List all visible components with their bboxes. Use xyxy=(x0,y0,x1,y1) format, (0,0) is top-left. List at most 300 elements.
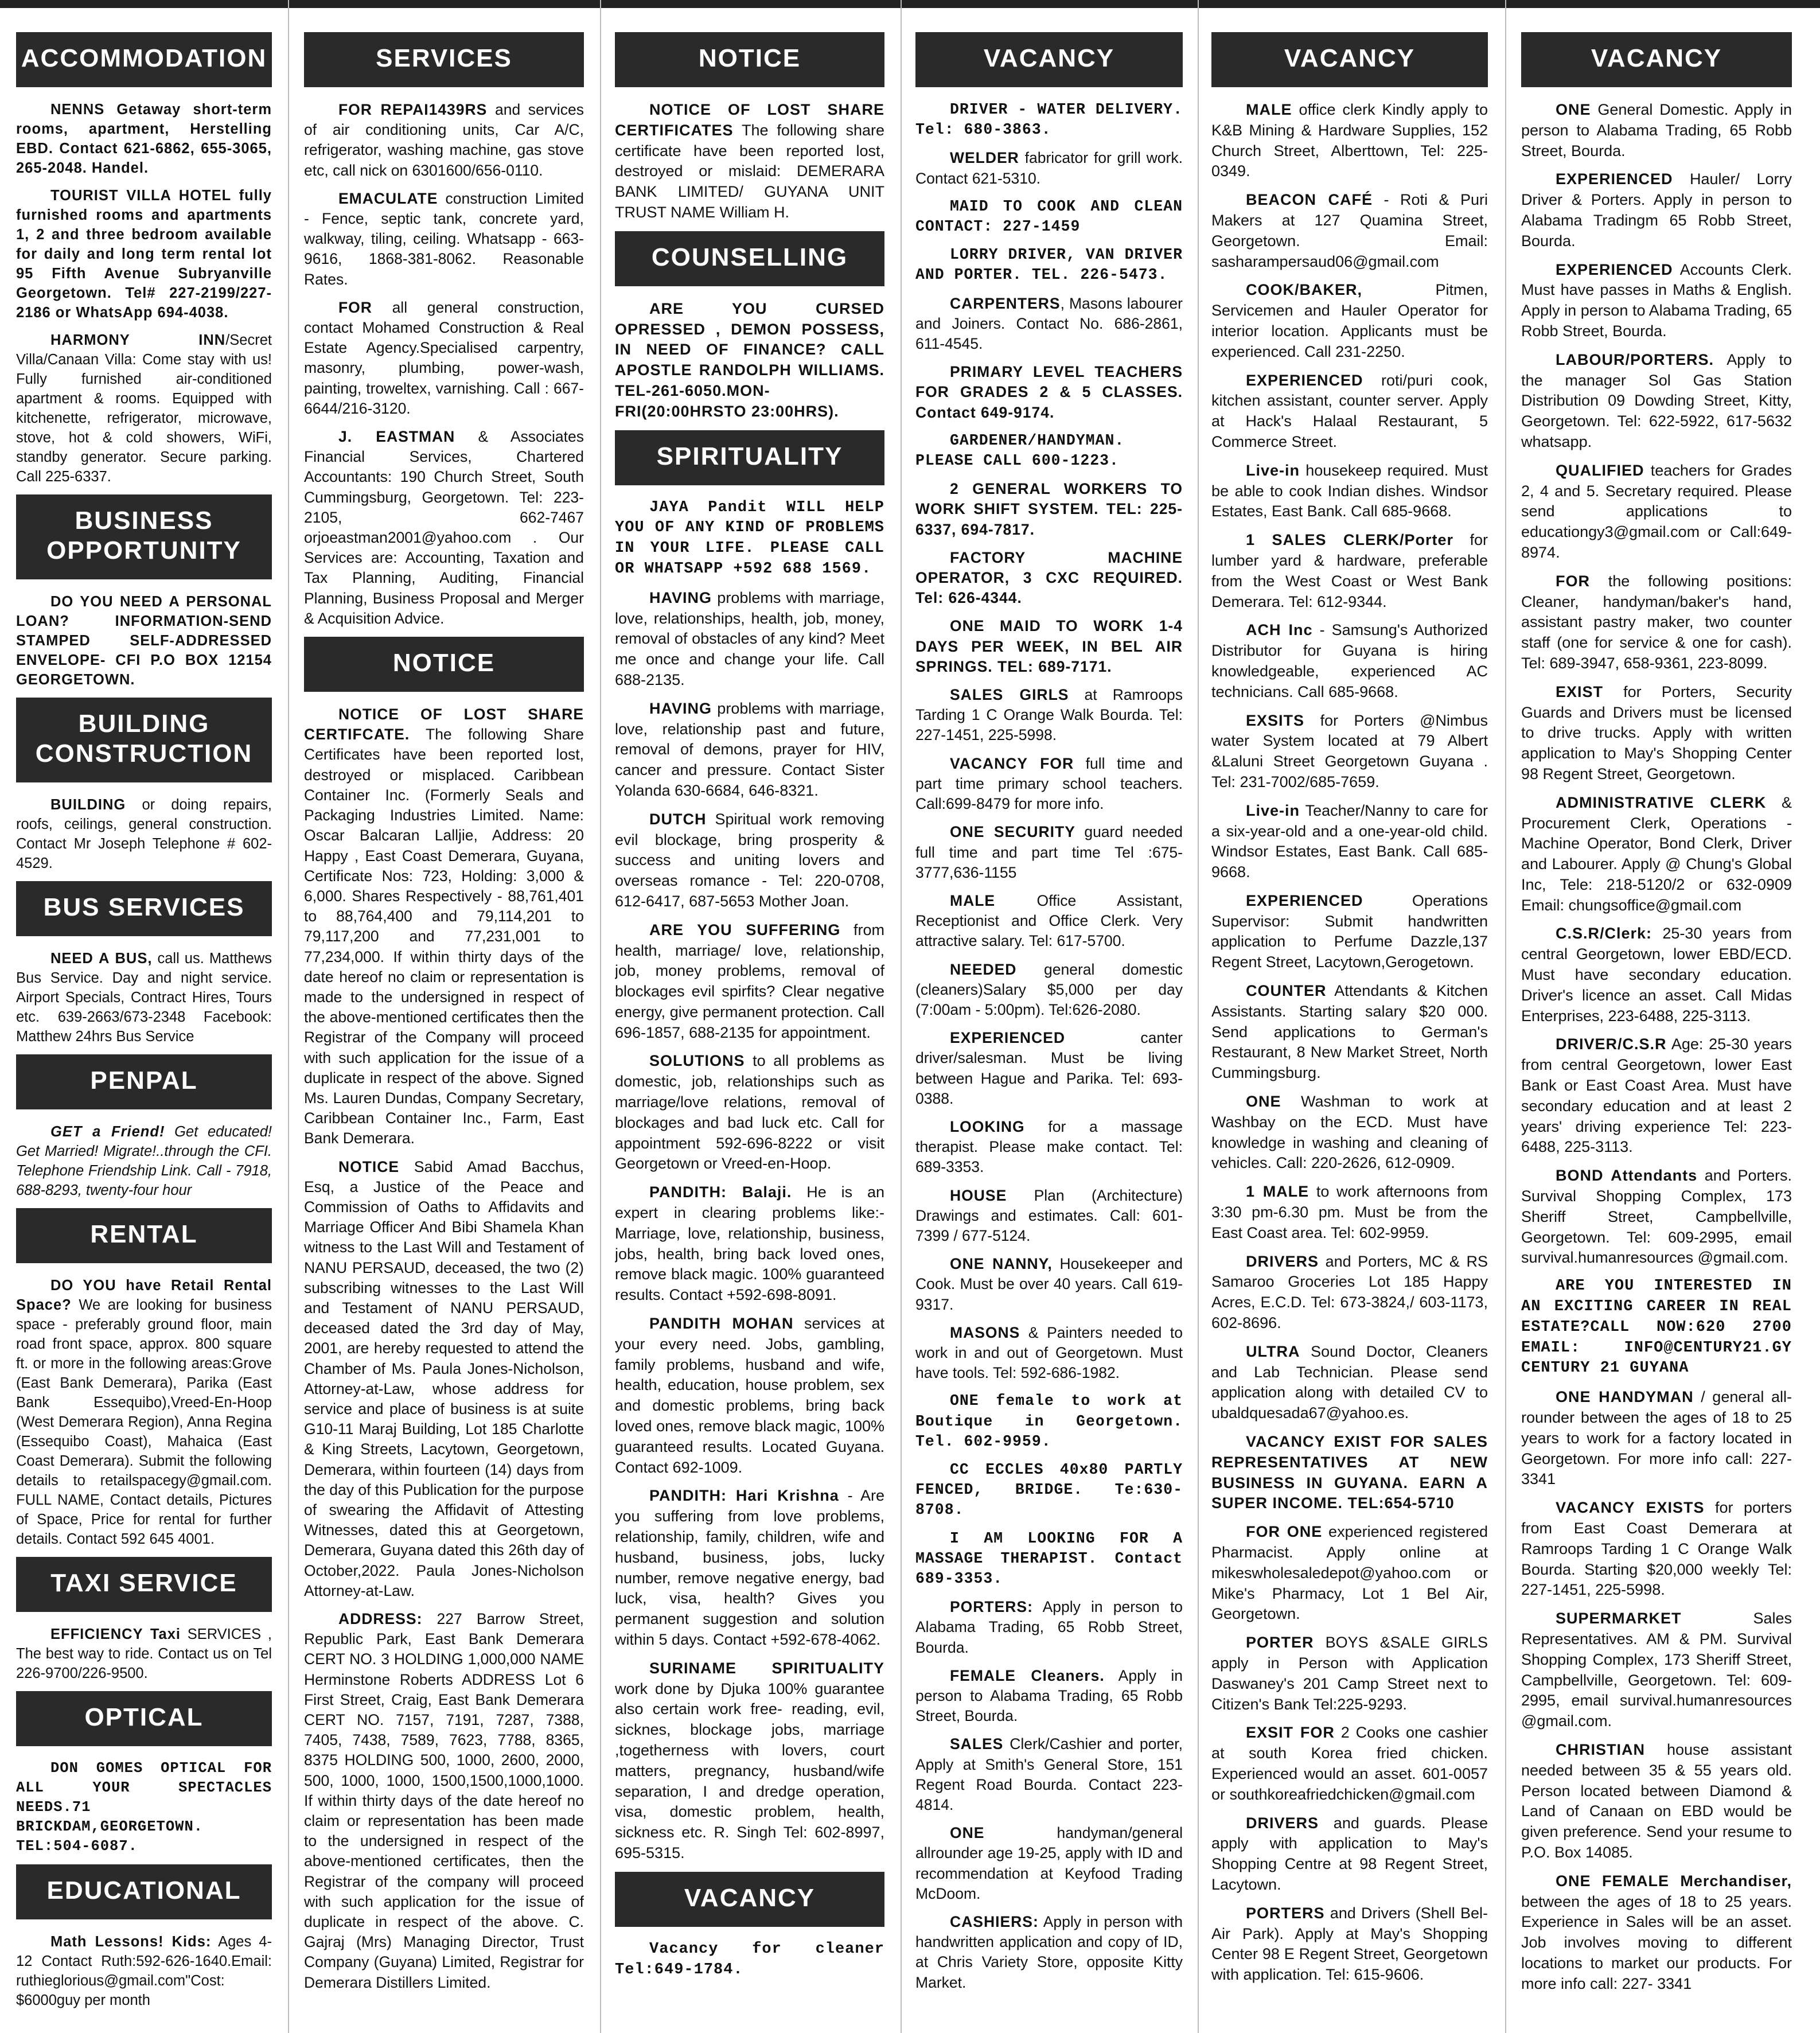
ad-lead: C.S.R/Clerk: xyxy=(1556,925,1653,942)
ad-lead: BOND Attendants xyxy=(1556,1167,1698,1185)
ad-body: to all problems as domestic, job, relationships such as marriage/love relations, removal of blockages and bad luck etc. Call for appointment 592-696-8222 or visit Georgetown or Vreed-en-Hoop. xyxy=(615,1052,884,1173)
classified-ad xyxy=(1521,1609,1792,1732)
ad-body: for Porters, Security Guards and Drivers must be licensed to drive trucks. Apply with written application to May's Shopping Center 98 Regent Street, Georgetown. xyxy=(1521,683,1792,782)
ad-body: Housekeeper and Cook. Must be over 40 years. Call 619-9317. xyxy=(915,1255,1183,1313)
classified-ad xyxy=(615,1051,884,1174)
ad-lead: ONE xyxy=(1556,101,1591,118)
ad-lead: GARDENER/HANDYMAN. PLEASE CALL 600-1223. xyxy=(915,431,1125,470)
ad-lead: JAYA Pandit WILL HELP YOU OF ANY KIND OF PROBLEMS IN YOUR LIFE. PLEASE CALL OR WHATSAPP +592 688 1569. xyxy=(615,498,884,578)
ad-body: Apply to the manager Sol Gas Station Distribution 09 Dowding Street, Kitty, Georgetown. Tel: 622-5922, 617-5632 whatsapp. xyxy=(1521,350,1792,450)
ad-lead: 1 MALE xyxy=(1246,1183,1310,1201)
classified-ad xyxy=(1211,801,1488,883)
classified-ad xyxy=(1211,1813,1488,1895)
ad-lead: CARPENTERS xyxy=(950,294,1061,312)
ad-body: We are looking for business space - preferably ground floor, main road front space, approx. 800 square ft. or more in the following areas:Grove (East Bank Demerara), Parika (East Bank Essequibo),Vreed-En-Hoop (West Demerara Region), Anna Regina (Essequibo Coast), Mahaica (East Coast Demerara). Submit the following details to retailspacegy@gmail.com. FULL NAME, Contact details, Pictures of Space, Price for rental for further details. Contact 592 645 4001. xyxy=(16,1297,272,1547)
classified-ad xyxy=(304,1609,584,1993)
ad-lead: NEED A BUS, xyxy=(50,951,153,967)
classified-ad xyxy=(1521,1498,1792,1600)
ad-lead: ARE YOU INTERESTED IN AN EXCITING CAREER IN REAL ESTATE?CALL NOW:620 2700 EMAIL: INFO@CENTURY21.GY CENTURY 21 GUYANA xyxy=(1521,1278,1792,1377)
ad-lead: FEMALE Cleaners. xyxy=(950,1666,1105,1684)
classified-ad xyxy=(915,1117,1183,1178)
ad-body: Apply in person to Alabama Trading, 65 Robb Street, Bourda. xyxy=(915,1666,1183,1725)
classified-ad xyxy=(1211,530,1488,612)
classified-ad xyxy=(1211,981,1488,1084)
ad-lead: FACTORY MACHINE OPERATOR, 3 CXC REQUIRED. Tel: 626-4344. xyxy=(915,548,1183,607)
classified-ad xyxy=(915,685,1183,746)
classified-ad xyxy=(1521,1387,1792,1490)
classified-ad xyxy=(915,100,1183,140)
classified-ad xyxy=(1211,1522,1488,1625)
ad-body: & Associates Financial Services, Chartered Accountants: 190 Church Street, South Cummingsburg, Georgetown. Tel: 223-2105, 662-7467 orjoeastman2001@yahoo.com . Our Services are: Accounting, Taxation and Tax Planning, Auditing, Financial Planning, Business Proposal and Merger & Acquisition Advice. xyxy=(304,428,584,627)
ad-lead: EXSIT FOR xyxy=(1246,1724,1335,1742)
classified-ad xyxy=(304,704,584,1148)
ad-lead: SOLUTIONS xyxy=(649,1052,745,1070)
ad-body: housekeep required. Must be able to cook Indian dishes. Windsor Estates, East Bank. Call 685-9668. xyxy=(1211,461,1488,520)
classified-ad xyxy=(304,298,584,419)
classified-ad xyxy=(1211,1092,1488,1174)
column-divider xyxy=(600,0,601,2033)
column-2 xyxy=(304,25,584,2022)
ad-body: Get educated! Get Married! Migrate!..through the CFI. Telephone Friendship Link. Call - 7918, 688-8293, twenty-four hour xyxy=(16,1124,272,1198)
ad-body: Attendants & Kitchen Assistants. Starting salary $20 000. Send applications to German's Restaurant, 8 New Market Street, North Cummingsburg. xyxy=(1211,982,1488,1082)
classified-ad xyxy=(16,1932,272,2010)
ad-lead: EFFICIENCY Taxi xyxy=(50,1626,181,1642)
column-6 xyxy=(1521,25,1792,2022)
ad-lead: PORTERS: xyxy=(950,1598,1033,1616)
ad-body: Sound Doctor, Cleaners and Lab Technician. Please send application along with detailed CV to ubaldquesada67@yahoo.es. xyxy=(1211,1342,1488,1422)
ad-lead: ONE xyxy=(1246,1093,1281,1111)
section-header: VACANCY xyxy=(1211,32,1488,87)
ad-body: 227 Barrow Street, Republic Park, East Bank Demerara CERT NO. 3 HOLDING 1,000,000 NAME Herminstone Roberts ADDRESS Lot 6 First Street, Craig, East Bank Demerara CERT NO. 7157, 7191, 7287, 7388, 7405, 7438, 7589, 7623, 7788, 8365, 8375 HOLDING 500, 1000, 2600, 2000, 500, 1000, 1000, 1500,1500,1000,1000. If within thirty days of the date hereof no claim or representation has been made to the undersigned in respect of the above-mentioned certificates, then the Registrar of the company will proceed with such application for the issue of duplicate in respect of the above. C. Gajraj (Mrs) Managing Director, Trust Company (Guyana) Limited, Registrar for Demerara Distillers Limited. xyxy=(304,1610,584,1991)
ad-lead: ONE FEMALE Merchandiser, xyxy=(1556,1872,1792,1890)
column-divider xyxy=(1505,0,1506,2033)
classified-ad xyxy=(304,427,584,629)
classified-ad xyxy=(915,1666,1183,1727)
ad-lead: VACANCY EXIST FOR SALES REPRESENTATIVES AT NEW BUSINESS IN GUYANA. EARN A SUPER INCOME. TEL:654-5710 xyxy=(1211,1433,1488,1512)
ad-lead: EXPERIENCED xyxy=(950,1029,1065,1047)
classified-ad xyxy=(304,189,584,290)
section-header: NOTICE xyxy=(615,32,884,87)
classified-ad xyxy=(1211,620,1488,702)
ad-lead: SALES GIRLS xyxy=(950,686,1069,704)
ad-body: & Painters needed to work in and out of Georgetown. Must have tools. Tel: 592-686-1982. xyxy=(915,1323,1183,1382)
top-border xyxy=(0,0,1820,8)
classified-ad xyxy=(615,299,884,422)
ad-body: problems with marriage, love, relationships, health, job, money, removal of obstacles of any kind? Meet me once and change your life. Call 688-2135. xyxy=(615,589,884,688)
ad-lead: DRIVERS xyxy=(1246,1252,1319,1270)
ad-lead: ULTRA xyxy=(1246,1342,1300,1360)
classified-ad xyxy=(16,1276,272,1549)
column-divider xyxy=(288,0,289,2033)
classified-ad xyxy=(1211,280,1488,362)
ad-lead: GET a Friend! xyxy=(50,1124,165,1140)
ad-lead: ACH Inc xyxy=(1246,621,1313,639)
classified-ad xyxy=(915,1823,1183,1904)
column-divider xyxy=(1198,0,1199,2033)
ad-lead: PORTERS xyxy=(1246,1904,1325,1922)
ad-body: Apply in person to Alabama Trading, 65 Robb Street, Bourda. xyxy=(915,1598,1183,1656)
classified-ad xyxy=(1211,1182,1488,1243)
column-1 xyxy=(16,25,272,2022)
ad-body: and guards. Please apply with application to May's Shopping Centre at 98 Regent Street, Lacytown. xyxy=(1211,1814,1488,1893)
ad-body: or doing repairs, roofs, ceilings, general construction. Contact Mr Joseph Telephone # 602-4529. xyxy=(16,797,272,871)
column-5 xyxy=(1211,25,1488,2022)
classified-ad xyxy=(615,1486,884,1650)
ad-body: roti/puri cook, kitchen assistant, counter server. Apply at Hack's Halaal Restaurant, 5 Commerce Street. xyxy=(1211,371,1488,450)
classified-ad xyxy=(915,822,1183,883)
ad-body: SERVICES , The best way to ride. Contact us on Tel 226-9700/226-9500. xyxy=(16,1626,272,1681)
ad-body: experienced registered Pharmacist. Apply online at mikeswholesaledepot@yahoo.com or Mike's Pharmacy, Lot 1 Bel Air, Georgetown. xyxy=(1211,1523,1488,1623)
ad-lead: 2 GENERAL WORKERS TO WORK SHIFT SYSTEM. TEL: 225-6337, 694-7817. xyxy=(915,480,1183,538)
ad-lead: 1 SALES CLERK/Porter xyxy=(1246,531,1454,549)
ad-lead: MALE xyxy=(1246,101,1292,118)
ad-body: office clerk Kindly apply to K&B Mining & Hardware Supplies, 152 Church Street, Alberttown, Tel: 225-0349. xyxy=(1211,101,1488,180)
classified-ad xyxy=(615,498,884,580)
classified-ad xyxy=(915,1323,1183,1384)
ad-lead: COOK/BAKER, xyxy=(1246,281,1363,299)
ad-body: - Roti & Puri Makers at 127 Quamina Street, Georgetown. Email: sasharampersaud06@gmail.com xyxy=(1211,191,1488,270)
ad-body: house assistant needed between 35 & 55 years old. Person located between Diamond & Land of Canaan on EBD would be given preference. Send your resume to P.O. Box 14085. xyxy=(1521,1740,1792,1861)
ad-body: Sabid Amad Bacchus, Esq, a Justice of the Peace and Commission of Oaths to Affidavits and Marriage Officer And Bibi Shamela Khan witness to the Last Will and Testament of NANU PERSAUD, deceased, the two (2) subscribing witnesses to the Last Will and Testament of NANU PERSAUD, deceased dated the 3rd day of May, 2001, are hereby requested to attend the Chamber of Ms. Paula Jones-Nicholson, Attorney-at-Law, whose address for service and place of business is at suite G10-11 Maraj Building, Lot 185 Charlotte & King Streets, Lacytown, Georgetown, Demerara, within fourteen (14) days from the day of this Publication for the purpose of swearing the Affidavit of Attesting Witnesses, dated this at Georgetown, Demerara, Guyana dated this 26th day of October,2022. Paula Jones-Nicholson Attorney-at-Law. xyxy=(304,1158,584,1599)
ad-lead: COUNTER xyxy=(1246,982,1327,1000)
classified-ad xyxy=(1521,100,1792,161)
ad-lead: CASHIERS: xyxy=(950,1913,1039,1931)
section-header: ACCOMMODATION xyxy=(16,32,272,87)
ad-lead: PANDITH: Balaji. xyxy=(649,1183,792,1201)
ad-body: Hauler/ Lorry Driver & Porters. Apply in person to Alabama Tradingm 65 Robb Street, Bourda. xyxy=(1521,170,1792,250)
ad-lead: DRIVERS xyxy=(1246,1814,1319,1832)
classified-ad xyxy=(1211,711,1488,793)
section-header: NOTICE xyxy=(304,637,584,692)
classified-ad xyxy=(1521,350,1792,453)
classified-ad xyxy=(915,754,1183,815)
section-header: EDUCATIONAL xyxy=(16,1864,272,1919)
section-header: BUS SERVICES xyxy=(16,881,272,936)
ad-body: and Porters. Survival Shopping Complex, 173 Sheriff Street, Campbellville, Georgetown. Tel: 609-2995, email survival.humanresources @gmail.com. xyxy=(1521,1167,1792,1267)
section-header: TAXI SERVICE xyxy=(16,1557,272,1612)
section-header: PENPAL xyxy=(16,1054,272,1109)
classified-ad xyxy=(915,197,1183,237)
ad-lead: EXPERIENCED xyxy=(1556,260,1673,278)
classified-ad xyxy=(915,148,1183,188)
section-header: VACANCY xyxy=(915,32,1183,87)
classified-ad xyxy=(1521,1276,1792,1379)
ad-lead: QUALIFIED xyxy=(1556,461,1644,479)
ad-body: The following share certificate have been reported lost, destroyed or mislaid: DEMERARA BANK LIMITED/ GUYANA UNIT TRUST NAME William H. xyxy=(615,121,884,221)
ad-lead: EMACULATE xyxy=(338,189,438,207)
classified-ad xyxy=(16,330,272,486)
classified-ad xyxy=(16,795,272,873)
classified-ad xyxy=(615,920,884,1043)
ad-lead: Math Lessons! Kids: xyxy=(50,1934,212,1950)
classified-ad xyxy=(1211,1633,1488,1715)
ad-body: Operations Supervisor: Submit handwritten application to Perfume Dazzle,137 Regent Street, Lacytown,Gerogetown. xyxy=(1211,891,1488,971)
classified-ad xyxy=(1211,461,1488,522)
ad-lead: EXPERIENCED xyxy=(1246,891,1363,909)
classified-ad xyxy=(915,1529,1183,1590)
ad-lead: ONE SECURITY xyxy=(950,823,1075,841)
classified-ad xyxy=(1521,260,1792,342)
classified-ad xyxy=(1211,1342,1488,1424)
ad-body: Plan (Architecture) Drawings and estimates. Call: 601-7399 / 677-5124. xyxy=(915,1186,1183,1244)
ad-body: for porters from East Coast Demerara at Ramroops Tarding 1 C Orange Walk Bourda. Starting $20,000 weekly Tel: 227-1451, 225-5998. xyxy=(1521,1499,1792,1599)
ad-body: problems with marriage, love, relationship past and future, removal of demons, prayer for HIV, cancer and pressure. Contact Sister Yolanda 630-6684, 646-8321. xyxy=(615,699,884,799)
ad-lead: WELDER xyxy=(950,149,1019,167)
classified-ad xyxy=(1521,924,1792,1026)
ad-lead: ARE YOU SUFFERING xyxy=(649,921,841,938)
ad-lead: J. EASTMAN xyxy=(338,428,455,446)
ad-body: Sales Representatives. AM & PM. Survival Shopping Complex, 173 Sheriff Street, Campbellville, Georgetown. Tel: 609-2995, email survival.humanresources @gmail.com. xyxy=(1521,1610,1792,1730)
classified-ad xyxy=(915,431,1183,471)
ad-lead: FOR xyxy=(1556,572,1590,590)
ad-body: Teacher/Nanny to care for a six-year-old and a one-year-old child. Windsor Estates, East Bank. Call 685-9668. xyxy=(1211,801,1488,881)
classified-ad xyxy=(915,245,1183,285)
ad-lead: MAID TO COOK AND CLEAN CONTACT: 227-1459 xyxy=(915,197,1183,236)
ad-body: canter driver/salesman. Must be living between Hague and Parika. Tel: 693-0388. xyxy=(915,1029,1183,1107)
ad-lead: BEACON CAFÉ xyxy=(1246,191,1373,209)
ad-body: Washman to work at Washbay on the ECD. Must have knowledge in washing and cleaning of vehicles. Call: 220-2626, 612-0909. xyxy=(1211,1093,1488,1172)
ad-lead: ONE female to work at Boutique in Georgetown. Tel. 602-9959. xyxy=(915,1392,1183,1450)
ad-body: He is an expert in clearing problems like:- Marriage, love, relationship, business, jobs, health, bring back loved ones, remove black magic. 100% guaranteed results. Contact +592-698-8091. xyxy=(615,1183,884,1304)
ad-lead: ADMINISTRATIVE CLERK xyxy=(1556,793,1767,811)
ad-body: Office Assistant, Receptionist and Office Clerk. Very attractive salary. Tel: 617-5700. xyxy=(915,891,1183,950)
ad-lead: VACANCY FOR xyxy=(950,754,1074,772)
ad-lead: SUPERMARKET xyxy=(1556,1610,1682,1627)
classified-ad xyxy=(1521,1740,1792,1863)
ad-body: call us. Matthews Bus Service. Day and night service. Airport Specials, Contract Hires, Tours etc. 639-2663/673-2348 Facebook: Matthew 24hrs Bus Service xyxy=(16,951,272,1045)
classified-ad xyxy=(1521,793,1792,916)
section-header: VACANCY xyxy=(1521,32,1792,87)
ad-body: / general all-rounder between the ages of 18 to 25 years to work for a factory located in Georgetown. For more info call: 227- 3341 xyxy=(1521,1388,1792,1488)
classified-ad xyxy=(915,1186,1183,1247)
ad-body: Accounts Clerk. Must have passes in Maths & English. Apply in person to Alabama Trading, 65 Robb Street, Bourda. xyxy=(1521,260,1792,340)
classified-ad xyxy=(16,1625,272,1683)
ad-lead: NOTICE OF LOST SHARE CERTIFCATE. xyxy=(304,706,584,743)
classified-ad xyxy=(1521,169,1792,251)
classified-ad xyxy=(1521,1034,1792,1158)
ad-body: Pitmen, Servicemen and Hauler Operator for interior location. Applicants must be experienced. Call 231-2250. xyxy=(1211,281,1488,360)
classified-ad xyxy=(1211,190,1488,272)
ad-body: The following Share Certificates have been reported lost, destroyed or misplaced. Caribbean Container Inc. (Formerly Seals and Packaging Industries Limited. Name: Oscar Balcaran Lalljie, Address: 20 Happy , East Coast Demerara, Guyana, Certificate Nos: 723, Holding: 3,000 & 6,000. Shares Respectively - 88,761,401 to 88,764,400 and 79,114,201 to 79,117,200 and 77,231,001 to 77,234,000. If within thirty days of the date hereof no claim or representation is made to the undersigned in respect of the above-mentioned certificates then the Registrar of the Company will proceed with such application for the issue of a duplicate in respect of the above. Signed Ms. Lauren Dundas, Company Secretary, Caribbean Container Inc., Farm, East Bank Demerara. xyxy=(304,726,584,1147)
ad-body: construction Limited - Fence, septic tank, concrete yard, walkway, tiling, ceiling. Whatsapp - 663-9616, 1868-381-8062. Reasonable Rates. xyxy=(304,189,584,288)
ad-body: for lumber yard & hardware, preferable from the West Coast or West Bank Demerara. Tel: 612-9344. xyxy=(1211,531,1488,610)
ad-body: for Porters @Nimbus water System located at 79 Albert &Laluni Street Georgetown Guyana . Tel: 231-7002/685-7659. xyxy=(1211,711,1488,790)
ad-lead: EXPERIENCED xyxy=(1246,371,1363,389)
classified-ad xyxy=(1211,891,1488,973)
ad-lead: EXPERIENCED xyxy=(1556,170,1673,188)
ad-lead: ONE HANDYMAN xyxy=(1556,1388,1694,1406)
ad-lead: NOTICE xyxy=(338,1158,400,1175)
ad-lead: NOTICE OF LOST SHARE CERTIFICATES xyxy=(615,101,884,139)
classified-ad xyxy=(16,1122,272,1200)
classified-ad xyxy=(915,616,1183,677)
ad-body: Apply in person with handwritten application and copy of ID, at Chris Variety Store, opposite Kitty Market. xyxy=(915,1913,1183,1991)
classified-ad xyxy=(1211,1903,1488,1985)
section-header: SERVICES xyxy=(304,32,584,87)
classified-ad xyxy=(304,1157,584,1601)
ad-lead: BUILDING xyxy=(50,797,126,813)
ad-lead: DRIVER - WATER DELIVERY. Tel: 680-3863. xyxy=(915,101,1183,139)
ad-lead: FOR ONE xyxy=(1246,1523,1323,1541)
classified-ad xyxy=(615,809,884,912)
ad-lead: ADDRESS: xyxy=(338,1610,423,1628)
classified-ad xyxy=(915,362,1183,423)
classified-ad xyxy=(16,100,272,178)
classified-ad xyxy=(915,1912,1183,1993)
ad-lead: NEEDED xyxy=(950,960,1017,978)
ad-lead: HARMONY INN xyxy=(50,332,226,348)
ad-lead: ONE MAID TO WORK 1-4 DAYS PER WEEK, IN BEL AIR SPRINGS. TEL: 689-7171. xyxy=(915,617,1183,675)
ad-lead: LORRY DRIVER, VAN DRIVER AND PORTER. TEL. 226-5473. xyxy=(915,246,1183,284)
ad-lead: FOR xyxy=(338,298,372,316)
ad-body: the following positions: Cleaner, handyman/baker's hand, assistant pastry maker, two counter staff (one for service & one for cash). Tel: 689-3947, 658-9361, 223-8099. xyxy=(1521,572,1792,672)
ad-lead: DON GOMES OPTICAL FOR ALL YOUR SPECTACLES NEEDS.71 BRICKDAM,GEORGETOWN. TEL:504-6087. xyxy=(16,1760,272,1855)
ad-lead: PRIMARY LEVEL TEACHERS FOR GRADES 2 & 5 CLASSES. Contact 649-9174. xyxy=(915,363,1183,421)
classified-ad xyxy=(915,1028,1183,1109)
classified-ad xyxy=(615,588,884,691)
ad-lead: PANDITH: Hari Krishna xyxy=(649,1487,839,1505)
ad-body: and Porters, MC & RS Samaroo Groceries Lot 185 Happy Acres, E.C.D. Tel: 673-3824,/ 603-1173, 602-8696. xyxy=(1211,1252,1488,1332)
ad-lead: ONE xyxy=(950,1824,985,1842)
ad-body: from health, marriage/ love, relationship, job, money problems, removal of blockages evil spirfits? Clear negative energy, give permanent protection. Call 696-1857, 688-2135 for appointment. xyxy=(615,921,884,1041)
ad-lead: DO YOU have Retail Rental Space? xyxy=(16,1278,272,1313)
ad-lead: SURINAME SPIRITUALITY xyxy=(649,1659,884,1677)
ad-lead: FOR REPAI1439RS xyxy=(338,101,488,118)
classified-ad xyxy=(16,592,272,690)
ad-body: & Procurement Clerk, Operations - Machine Operator, Bond Clerk, Driver and Labourer. Apply @ Chung's Global Inc, Tele: 218-5120/2 or 632-0909 Email: chungsoffice@gmail.com xyxy=(1521,793,1792,914)
ad-lead: HAVING xyxy=(649,699,712,717)
classified-ad xyxy=(615,1658,884,1864)
ad-body: Clerk/Cashier and porter, Apply at Smith's General Store, 151 Regent Road Bourda. Contact 223-4814. xyxy=(915,1735,1183,1814)
ad-lead: LOOKING xyxy=(950,1117,1025,1135)
classified-ad xyxy=(1521,1166,1792,1268)
classified-ad xyxy=(615,699,884,801)
ad-body: - Samsung's Authorized Distributor for Guyana is hiring knowledgeable, experienced AC technicians. Call 685-9668. xyxy=(1211,621,1488,700)
ad-lead: ARE YOU CURSED OPRESSED , DEMON POSSESS, IN NEED OF FINANCE? CALL APOSTLE RANDOLPH WILLIAMS. TEL-261-6050.MON-FRI(20:00HRSTO 23:00HRS). xyxy=(615,299,884,420)
classified-ad xyxy=(915,294,1183,355)
column-divider xyxy=(901,0,902,2033)
ad-lead: HAVING xyxy=(649,589,712,606)
section-header: RENTAL xyxy=(16,1208,272,1263)
classified-ad xyxy=(1211,100,1488,182)
ad-lead: CHRISTIAN xyxy=(1556,1740,1645,1758)
classified-ad xyxy=(915,479,1183,540)
ad-lead: MALE xyxy=(950,891,996,909)
ad-body: and Drivers (Shell Bel-Air Park). Apply at May's Shopping Center 98 E Regent Street, Georgetown with application. Tel: 615-9606. xyxy=(1211,1904,1488,1984)
ad-body: at Ramroops Tarding 1 C Orange Walk Bourda. Tel: 227-1451, 225-5998. xyxy=(915,686,1183,744)
ad-body: guard needed full time and part time Tel :675-3777,636-1155 xyxy=(915,823,1183,881)
column-4 xyxy=(915,25,1183,2022)
classified-ad xyxy=(304,100,584,181)
ad-lead: EXSITS xyxy=(1246,711,1305,729)
section-header: BUILDING CONSTRUCTION xyxy=(16,698,272,782)
ad-lead: SALES xyxy=(950,1735,1004,1753)
ad-body: /Secret Villa/Canaan Villa: Come stay with us! Fully furnished air-conditioned apartment & rooms. Equipped with kitchenette, refrigerator, microwave, stove, hot & cold showers, WiFi, standby generator. Secure parking. Call 225-6337. xyxy=(16,332,272,485)
ad-body: services at your every need. Jobs, gambling, family problems, husband and wife, health, education, house problem, sex and domestic problems, bring back loved ones, remove black magic, 100% guaranteed results. Located Guyana. Contact 692-1009. xyxy=(615,1315,884,1476)
ad-body: and services of air conditioning units, Car A/C, refrigerator, washing machine, gas stove etc, call nick on 6301600/656-0110. xyxy=(304,101,584,179)
classified-ad xyxy=(615,1314,884,1478)
ad-body: all general construction, contact Mohamed Construction & Real Estate Agency.Specialised carpentry, masonry, plumbing, power-wash, painting, troweltex, varnishing. Call : 667-6644/216-3120. xyxy=(304,298,584,417)
ad-lead: DRIVER/C.S.R xyxy=(1556,1035,1667,1053)
classified-ad xyxy=(615,1939,884,1981)
column-3 xyxy=(615,25,884,2022)
ad-lead: DUTCH xyxy=(649,810,707,828)
ad-body: teachers for Grades 2, 4 and 5. Secretary required. Please send applications to educationgy3@gmail.com or Call:649-8974. xyxy=(1521,461,1792,561)
section-header: VACANCY xyxy=(615,1872,884,1927)
classified-ad xyxy=(1521,1871,1792,1995)
ad-body: BOYS &SALE GIRLS apply in Person with Application Daswaney's 201 Camp Street next to Citizen's Bank Tel:225-9293. xyxy=(1211,1634,1488,1713)
classified-ad xyxy=(1521,461,1792,563)
section-header: SPIRITUALITY xyxy=(615,430,884,485)
classified-ad xyxy=(915,891,1183,952)
ad-body: - Are you suffering from love problems, relationship, family, children, wife and husband, business, jobs, lucky number, remove negative energy, bad luck, visa, health? Gives you permanent suggestion and solution within 5 days. Contact +592-678-4062. xyxy=(615,1487,884,1648)
ad-lead: PANDITH MOHAN xyxy=(649,1315,794,1333)
classified-ad xyxy=(915,1597,1183,1658)
ad-body: 25-30 years from central Georgetown, lower EBD/ECD. Must have secondary education. Driver's licence an asset. Call Midas Enterprises, 223-6488, 225-3113. xyxy=(1521,925,1792,1025)
ad-body: fabricator for grill work. Contact 621-5310. xyxy=(915,149,1183,187)
ad-lead: Vacancy for cleaner Tel:649-1784. xyxy=(615,1940,884,1979)
ad-body: , Masons labourer and Joiners. Contact No. 686-2861, 611-4545. xyxy=(915,294,1183,353)
ad-lead: ONE NANNY, xyxy=(950,1255,1053,1273)
ad-body: to work afternoons from 3:30 pm-6.30 pm. Must be from the East Coast area. Tel: 602-9959. xyxy=(1211,1183,1488,1241)
ad-body: Spiritual work removing evil blockage, bring prosperity & success and uniting lovers and overseas romance - Tel: 220-0708, 612-6417, 687-5653 Mother Joan. xyxy=(615,810,884,910)
ad-body: for a massage therapist. Please make contact. Tel: 689-3353. xyxy=(915,1117,1183,1176)
ad-lead: TOURIST VILLA HOTEL fully furnished rooms and apartments 1, 2 and three bedroom available for daily and long term rental lot 95 Fifth Avenue Subryanville Georgetown. Tel# 227-2199/227-2186 or WhatsApp 694-4038. xyxy=(16,188,272,321)
classified-ad xyxy=(1211,1252,1488,1334)
ad-lead: PORTER xyxy=(1246,1634,1314,1652)
classified-ad xyxy=(16,1759,272,1856)
classified-ad xyxy=(915,1391,1183,1452)
ad-body: handyman/general allrounder age 19-25, apply with ID and recommendation at Keyfood Trading McDoom. xyxy=(915,1824,1183,1902)
ad-lead: VACANCY EXISTS xyxy=(1556,1499,1705,1517)
classified-ad xyxy=(615,1182,884,1306)
classified-ad xyxy=(1211,1432,1488,1514)
classified-ad xyxy=(915,548,1183,609)
ad-body: General Domestic. Apply in person to Alabama Trading, 65 Robb Street, Bourda. xyxy=(1521,101,1792,159)
ad-body: work done by Djuka 100% guarantee also certain work free- reading, evil, sicknes, blockage jobs, marriage ,togetherness with lovers, court matters, pregnancy, husband/wife separation, I and dredge operation, visa, domestic problem, health, sickness etc. R. Singh Tel: 602-8997, 695-5315. xyxy=(615,1680,884,1861)
ad-body: 2 Cooks one cashier at south Korea fried chicken. Experienced would an asset. 601-0057 or southkoreafriedchicken@gmail.com xyxy=(1211,1724,1488,1803)
ad-lead: CC ECCLES 40x80 PARTLY FENCED, BRIDGE. Te:630-8708. xyxy=(915,1461,1183,1519)
classified-ad xyxy=(915,1734,1183,1815)
classified-ad xyxy=(1211,371,1488,453)
classified-ad xyxy=(1211,1723,1488,1805)
section-header: OPTICAL xyxy=(16,1691,272,1746)
ad-body: full time and part time primary school teachers. Call:699-8479 for more info. xyxy=(915,754,1183,813)
ad-body: Age: 25-30 years from central Georgetown, lower East Bank or East Coast Area. Must have secondary education and at least 2 years' driving experience Tel: 223-6488, 225-3113. xyxy=(1521,1035,1792,1156)
ad-lead: Live-in xyxy=(1246,801,1300,819)
section-header: COUNSELLING xyxy=(615,231,884,286)
ad-lead: HOUSE xyxy=(950,1186,1007,1204)
classified-ad xyxy=(1521,571,1792,674)
classified-ad xyxy=(915,960,1183,1021)
ad-lead: EXIST xyxy=(1556,683,1604,700)
ad-body: general domestic (cleaners)Salary $5,000 per day (7:00am - 5:00pm). Tel:626-2080. xyxy=(915,960,1183,1018)
section-header: BUSINESS OPPORTUNITY xyxy=(16,494,272,579)
ad-lead: MASONS xyxy=(950,1323,1020,1341)
ad-lead: DO YOU NEED A PERSONAL LOAN? INFORMATION-SEND STAMPED SELF-ADDRESSED ENVELOPE- CFI P.O BOX 12154 GEORGETOWN. xyxy=(16,594,272,688)
classified-ad xyxy=(615,100,884,223)
ad-body: Ages 4-12 Contact Ruth:592-626-1640.Email: ruthieglorious@gmail.com"Cost: $6000guy per month xyxy=(16,1934,272,2008)
classified-ad xyxy=(16,186,272,322)
classified-ad xyxy=(915,1254,1183,1315)
ad-lead: I AM LOOKING FOR A MASSAGE THERAPIST. Contact 689-3353. xyxy=(915,1529,1183,1587)
ad-lead: NENNS Getaway short-term rooms, apartment, Herstelling EBD. Contact 621-6862, 655-3065, 265-2048. Handel. xyxy=(16,102,272,176)
ad-lead: LABOUR/PORTERS. xyxy=(1556,350,1714,368)
classified-ad xyxy=(16,949,272,1046)
ad-lead: Live-in xyxy=(1246,461,1300,479)
classified-ad xyxy=(1521,682,1792,785)
classified-ad xyxy=(915,1460,1183,1521)
